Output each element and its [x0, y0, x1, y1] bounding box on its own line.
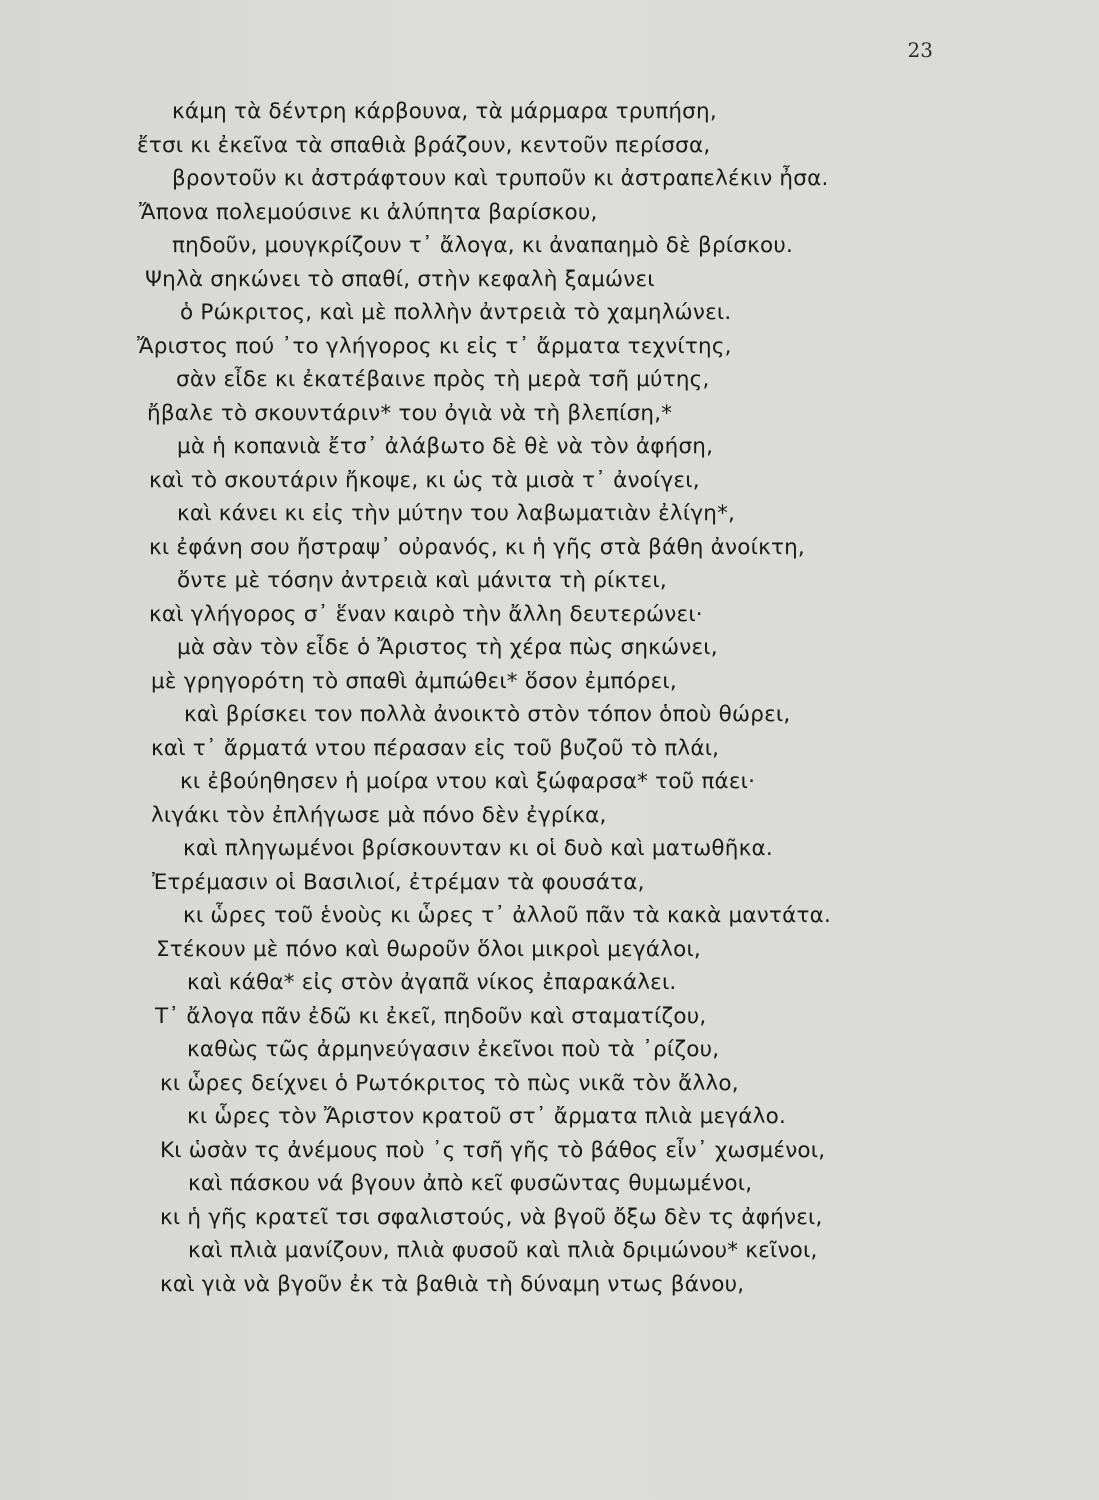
verse-line: Ἄπονα πολεμούσινε κι ἀλύπητα βαρίσκου,	[139, 199, 598, 225]
verse-line: κι ἐφάνη σου ἤστραψ᾽ οὐρανός, κι ἡ γῆς στὰ βάθη ἀνοίκτη,	[149, 534, 805, 560]
verse-line: ἤβαλε τὸ σκουντάριν* του ὀγιὰ νὰ τὴ βλεπίση,*	[147, 400, 673, 426]
verse-line: καὶ κάθα* εἰς στὸν ἀγαπᾶ νίκος ἐπαρακάλει.	[187, 970, 677, 995]
verse-line: κι ὧρες τοῦ ἑνοὺς κι ὧρες τ᾽ ἀλλοῦ πᾶν τὰ κακὰ μαντάτα.	[183, 903, 832, 928]
verse-line: κι ἡ γῆς κρατεῖ τσι σφαλιστούς, νὰ βγοῦ ὄξω δὲν τς ἀφήνει,	[160, 1204, 823, 1230]
verse-line: λιγάκι τὸν ἐπλήγωσε μὰ πόνο δὲν ἐγρίκα,	[151, 802, 607, 828]
verse-line: καὶ γλήγορος σ᾽ ἕναν καιρὸ τὴν ἄλλη δευτερώνει·	[149, 601, 703, 627]
verse-line: καθὼς τῶς ἀρμηνεύγασιν ἐκεῖνοι ποὺ τὰ ᾽ρίζου,	[187, 1037, 720, 1062]
verse-line: βροντοῦν κι ἀστράφτουν καὶ τρυποῦν κι ἀστραπελέκιν ἦσα.	[172, 166, 829, 191]
verse-line: Τ᾽ ἄλογα πᾶν ἐδῶ κι ἐκεῖ, πηδοῦν καὶ σταματίζου,	[155, 1003, 707, 1029]
verse-line: κι ἐβούηθησεν ἡ μοίρα ντου καὶ ξώφαρσα* τοῦ πάει·	[180, 769, 756, 794]
verse-line: Στέκουν μὲ πόνο καὶ θωροῦν ὅλοι μικροὶ μεγάλοι,	[156, 936, 701, 962]
verse-line: κι ὧρες τὸν Ἄριστον κρατοῦ στ᾽ ἄρματα πλιὰ μεγάλο.	[187, 1104, 786, 1129]
verse-line: μὰ σὰν τὸν εἶδε ὁ Ἄριστος τὴ χέρα πὼς σηκώνει,	[177, 635, 718, 660]
verse-line: σὰν εἶδε κι ἐκατέβαινε πρὸς τὴ μερὰ τσῆ μύτης,	[176, 367, 710, 392]
verse-line: ἔτσι κι ἐκεῖνα τὰ σπαθιὰ βράζουν, κεντοῦν περίσσα,	[137, 132, 711, 158]
verse-line: Ἐτρέμασιν οἱ Βασιλιοί, ἐτρέμαν τὰ φουσάτα,	[152, 869, 645, 895]
verse-line: Ψηλὰ σηκώνει τὸ σπαθί, στὴν κεφαλὴ ξαμώνει	[145, 266, 655, 292]
verse-line: μὰ ἡ κοπανιὰ ἔτσ᾽ ἀλάβωτο δὲ θὲ νὰ τὸν ἀφήση,	[177, 434, 714, 459]
verse-line: κι ὧρες δείχνει ὁ Ρωτόκριτος τὸ πὼς νικᾶ τὸν ἄλλο,	[160, 1070, 739, 1096]
page-number: 23	[907, 38, 933, 62]
verse-line: ὁ Ρώκριτος, καὶ μὲ πολλὴν ἀντρειὰ τὸ χαμηλώνει.	[180, 300, 732, 325]
verse-line: καὶ κάνει κι εἰς τὴν μύτην του λαβωματιὰν ἐλίγη*,	[177, 501, 736, 526]
verse-line: Κι ὡσὰν τς ἀνέμους ποὺ ᾽ς τσῆ γῆς τὸ βάθος εἶν᾽ χωσμένοι,	[160, 1137, 826, 1163]
verse-line: καὶ πλιὰ μανίζουν, πλιὰ φυσοῦ καὶ πλιὰ δριμώνου* κεῖνοι,	[188, 1238, 818, 1263]
verse-line: καὶ πληγωμένοι βρίσκουνταν κι οἱ δυὸ καὶ ματωθῆκα.	[183, 836, 773, 861]
verse-line: πηδοῦν, μουγκρίζουν τ᾽ ἄλογα, κι ἀναπαημὸ δὲ βρίσκου.	[172, 233, 793, 258]
verse-line: Ἄριστος πού ᾽το γλήγορος κι εἰς τ᾽ ἄρματα τεχνίτης,	[137, 333, 732, 359]
verse-line: καὶ τὸ σκουτάριν ἤκοψε, κι ὡς τὰ μισὰ τ᾽ ἀνοίγει,	[149, 467, 700, 493]
verse-line: κάμη τὰ δέντρη κάρβουνα, τὰ μάρμαρα τρυπήση,	[172, 99, 717, 124]
verse-line: καὶ πάσκου νά βγουν ἀπὸ κεῖ φυσῶντας θυμωμένοι,	[188, 1171, 753, 1196]
verse-line: ὄντε μὲ τόσην ἀντρειὰ καὶ μάνιτα τὴ ρίκτει,	[177, 568, 667, 593]
verse-line: μὲ γρηγορότη τὸ σπαθὶ ἀμπώθει* ὅσον ἐμπόρει,	[151, 668, 677, 694]
verse-line: καὶ γιὰ νὰ βγοῦν ἐκ τὰ βαθιὰ τὴ δύναμη ντως βάνου,	[160, 1271, 745, 1297]
verse-line: καὶ τ᾽ ἄρματά ντου πέρασαν εἰς τοῦ βυζοῦ τὸ πλάι,	[151, 735, 720, 761]
verse-line: καὶ βρίσκει τον πολλὰ ἀνοικτὸ στὸν τόπον ὁποὺ θώρει,	[184, 702, 791, 727]
